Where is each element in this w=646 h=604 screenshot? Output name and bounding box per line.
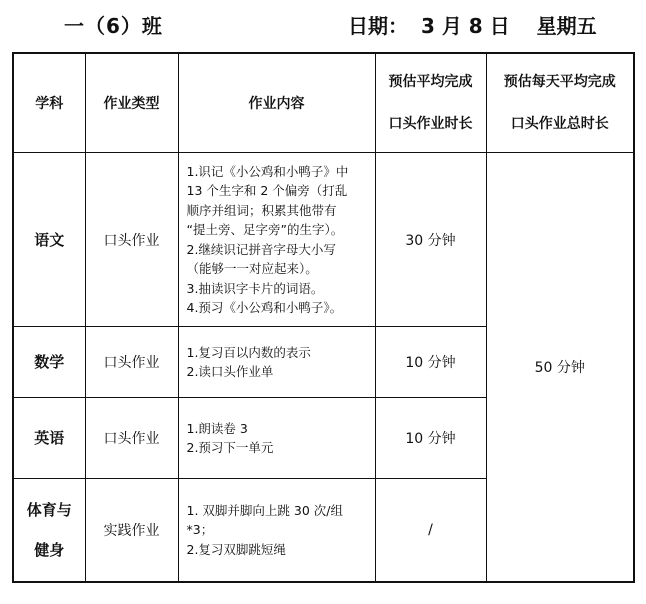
content-line: 2.预习下一单元: [186, 440, 274, 455]
content-line: 2.读口头作业单: [186, 364, 274, 379]
weekday: 星期五: [536, 14, 597, 38]
type-cell: 实践作业: [85, 479, 178, 583]
content-line: 2.继续识记拼音字母大小写: [186, 241, 336, 257]
content-line: *3；: [186, 522, 214, 538]
content-line: 13 个生字和 2 个偏旁（打乱: [186, 183, 348, 198]
date-line: [348, 10, 603, 39]
content-cell: [178, 398, 375, 479]
content-cell: [178, 479, 375, 583]
type-cell: 口头作业: [85, 398, 178, 479]
content-line: 1. 双脚并脚向上跳 30 次/组: [186, 502, 343, 518]
subject-line2: 健身: [34, 541, 65, 559]
content-line: 1.识记《小公鸡和小鸭子》中: [186, 163, 349, 179]
content-cell: [178, 153, 375, 327]
col-header-avg-line2: 口头作业时长: [388, 116, 473, 132]
col-header-total-duration: [486, 53, 634, 153]
type-cell: 口头作业: [85, 327, 178, 398]
type-cell: 口头作业: [85, 153, 178, 327]
col-header-total-line1: 预估每天平均完成: [503, 74, 616, 90]
subject-cell: [13, 479, 85, 583]
col-header-avg-duration: [375, 53, 486, 153]
col-header-content: 作业内容: [178, 53, 375, 153]
duration-cell: 10 分钟: [375, 398, 486, 479]
content-line: 顺序并组词；积累其他带有: [186, 202, 337, 218]
subject-cell: 数学: [13, 327, 85, 398]
duration-cell: 10 分钟: [375, 327, 486, 398]
total-duration-cell: 50 分钟: [486, 153, 634, 583]
subject-line1: 体育与: [26, 501, 72, 519]
duration-cell: 30 分钟: [375, 153, 486, 327]
table-header-row: [13, 53, 634, 153]
content-line: （能够一一对应起来）。: [186, 261, 318, 276]
col-header-total-line2: 口头作业总时长: [510, 116, 609, 132]
col-header-subject: 学科: [13, 53, 85, 153]
date-label: 日期：: [348, 14, 408, 38]
duration-cell: /: [375, 479, 486, 583]
class-name: 一（6）班: [64, 14, 163, 38]
col-header-avg-line1: 预估平均完成: [388, 74, 473, 90]
col-header-type: 作业类型: [85, 53, 178, 153]
date-value: 3 月 8 日: [420, 14, 510, 38]
subject-cell: 语文: [13, 153, 85, 327]
content-line: “提土旁、足字旁”的生字）。: [186, 222, 344, 237]
subject-cell: 英语: [13, 398, 85, 479]
content-line: 3.抽读识字卡片的词语。: [186, 280, 324, 296]
homework-table: [12, 52, 635, 583]
content-line: 1.复习百以内数的表示: [186, 344, 311, 360]
content-line: 4.预习《小公鸡和小鸭子》。: [186, 300, 343, 315]
table-row: [13, 153, 634, 327]
content-line: 2.复习双脚跳短绳: [186, 541, 286, 557]
content-cell: [178, 327, 375, 398]
content-line: 1.朗读卷 3: [186, 420, 248, 436]
page-header: [0, 8, 646, 44]
